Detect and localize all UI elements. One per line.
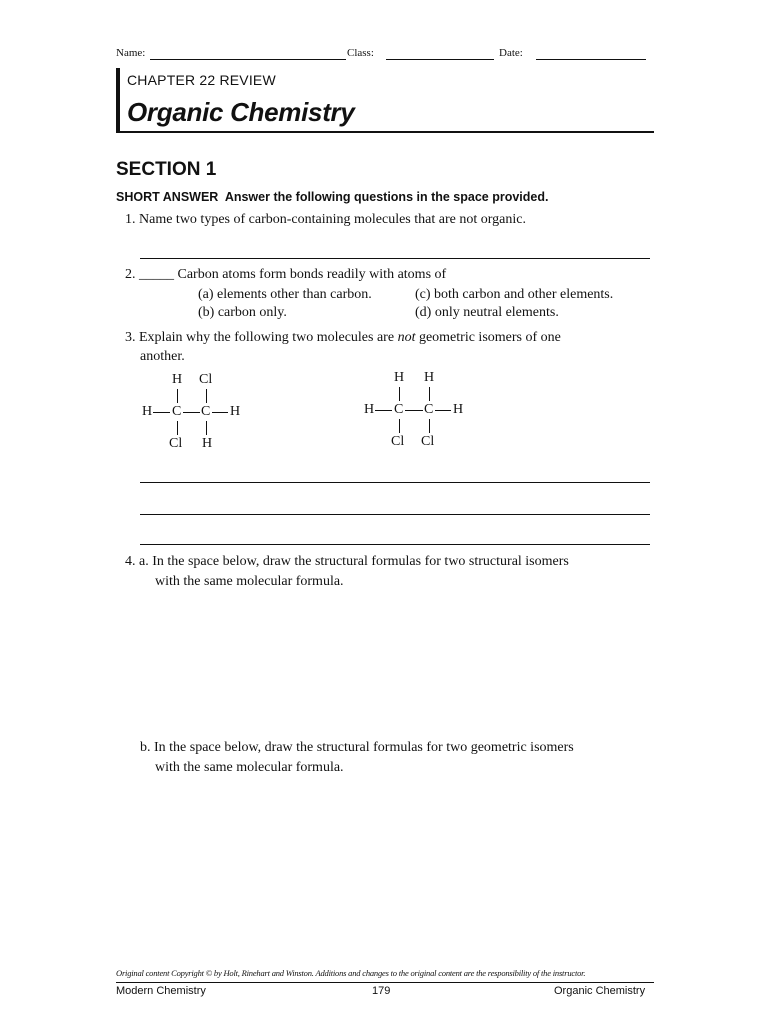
bond: [399, 419, 400, 433]
atom: H: [424, 370, 435, 385]
question-4b-line1: b. In the space below, draw the structural formulas for two geometric isomers: [140, 740, 574, 755]
name-label: Name:: [116, 47, 146, 59]
bond: [183, 412, 200, 413]
question-3-line1: [125, 328, 561, 348]
atom: H: [453, 402, 464, 417]
name-field[interactable]: [150, 59, 346, 60]
q3-answer-line-2[interactable]: [140, 514, 650, 515]
q4b-drawing-area[interactable]: [140, 782, 650, 952]
question-2-stem: 2. _____ Carbon atoms form bonds readily with atoms of: [125, 267, 447, 282]
atom: C: [394, 402, 404, 417]
q3-text-pre: 3. Explain why the following two molecules are: [125, 330, 398, 345]
section-title: SECTION 1: [116, 159, 217, 180]
date-field[interactable]: [536, 59, 646, 60]
q2-option-d[interactable]: (d) only neutral elements.: [415, 305, 559, 320]
atom: H: [142, 404, 153, 419]
instructions-text: Answer the following questions in the space provided.: [224, 190, 549, 204]
bond: [399, 387, 400, 401]
atom: C: [172, 404, 182, 419]
page-number: 179: [372, 985, 391, 997]
bond: [429, 419, 430, 433]
copyright-notice: Original content Copyright © by Holt, Rinehart and Winston. Additions and changes to the original content are the responsibility of the instructor.: [116, 968, 586, 978]
q2-option-a[interactable]: (a) elements other than carbon.: [198, 287, 372, 302]
question-4b-line2: with the same molecular formula.: [155, 760, 344, 775]
bond: [177, 421, 178, 435]
atom: H: [172, 372, 183, 387]
atom: Cl: [421, 434, 435, 449]
question-3-line2: another.: [140, 349, 185, 364]
bond: [435, 410, 451, 411]
question-4a-line2: with the same molecular formula.: [155, 574, 344, 589]
class-label: Class:: [347, 47, 374, 59]
q4a-drawing-area[interactable]: [140, 596, 650, 726]
instructions-lead: SHORT ANSWER: [116, 190, 219, 204]
bond: [153, 412, 170, 413]
q1-answer-line[interactable]: [140, 258, 650, 259]
bond: [429, 387, 430, 401]
q2-option-b[interactable]: (b) carbon only.: [198, 305, 287, 320]
question-4a-line1: 4. a. In the space below, draw the structural formulas for two structural isomers: [125, 554, 569, 569]
bond: [212, 412, 228, 413]
question-1: 1. Name two types of carbon-containing molecules that are not organic.: [125, 212, 526, 227]
atom: Cl: [391, 434, 405, 449]
bond: [206, 389, 207, 403]
q2-option-c[interactable]: (c) both carbon and other elements.: [415, 287, 614, 302]
q3-text-emphasis: not: [397, 330, 416, 345]
atom: Cl: [199, 372, 213, 387]
instructions: [116, 190, 548, 204]
chapter-label: CHAPTER 22 REVIEW: [127, 72, 276, 88]
q3-text-post: geometric isomers of one: [415, 330, 561, 345]
atom: Cl: [169, 436, 183, 451]
student-info-header: [116, 47, 656, 63]
atom: H: [230, 404, 241, 419]
bond: [206, 421, 207, 435]
molecule-2-structure: [356, 366, 496, 456]
q3-answer-line-1[interactable]: [140, 482, 650, 483]
footer-book-title: Modern Chemistry: [116, 985, 206, 997]
footer-rule: [116, 982, 654, 983]
chapter-side-bar: [116, 68, 120, 132]
atom: C: [424, 402, 434, 417]
bond: [375, 410, 392, 411]
chapter-title: Organic Chemistry: [127, 97, 355, 127]
atom: H: [394, 370, 405, 385]
date-label: Date:: [499, 47, 523, 59]
atom: H: [364, 402, 375, 417]
footer-chapter-title: Organic Chemistry: [554, 985, 646, 997]
q3-answer-line-3[interactable]: [140, 544, 650, 545]
class-field[interactable]: [386, 59, 494, 60]
chapter-rule: [116, 131, 654, 133]
molecule-1-structure: [135, 368, 275, 458]
bond: [177, 389, 178, 403]
atom: H: [202, 436, 213, 451]
bond: [405, 410, 423, 411]
atom: C: [201, 404, 211, 419]
